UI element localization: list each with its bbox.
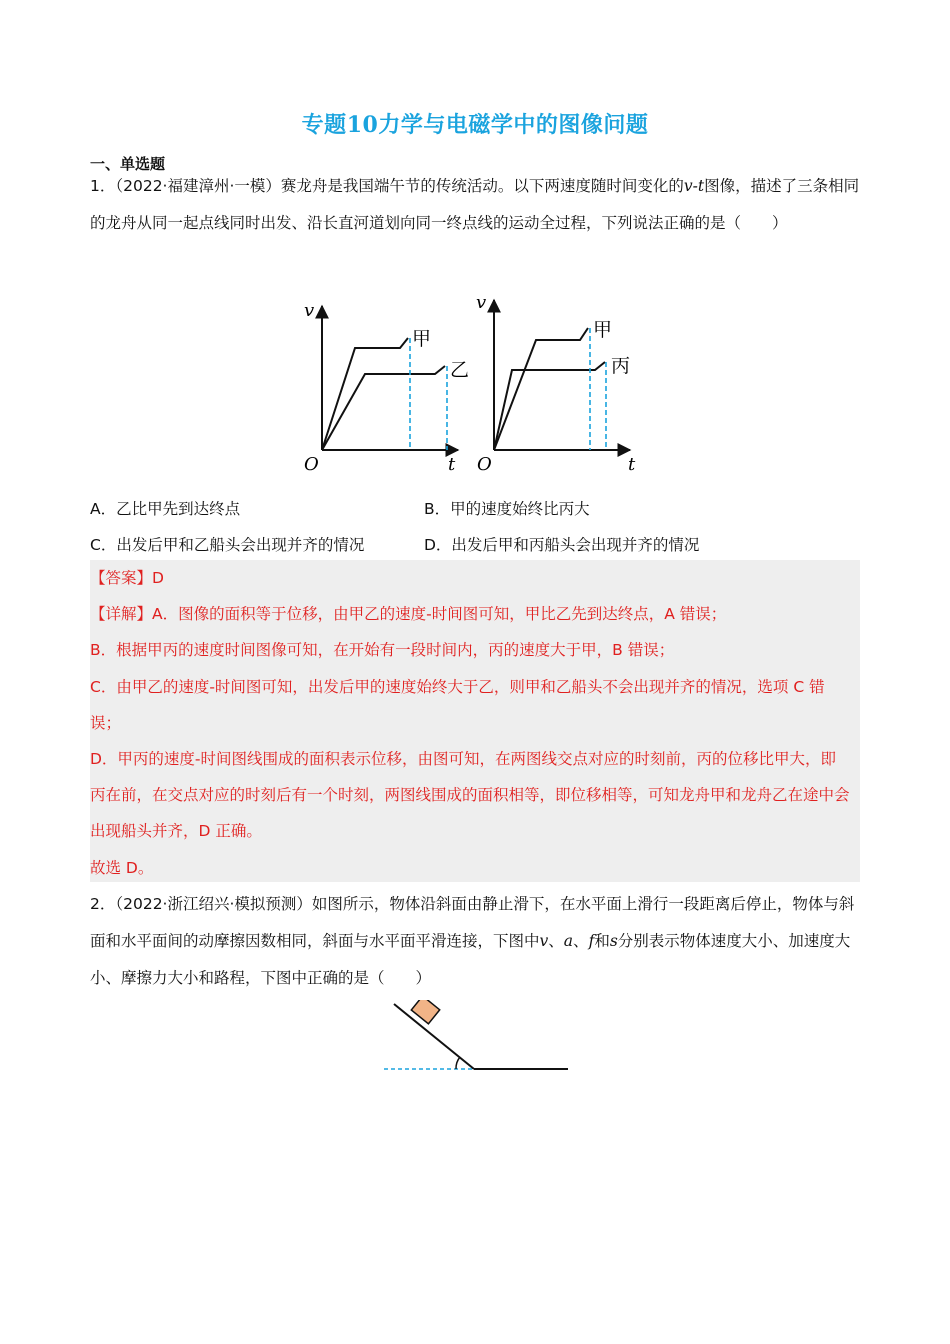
incline-figure: [380, 1000, 580, 1080]
option-c[interactable]: C．出发后甲和乙船头会出现并齐的情况: [90, 536, 365, 554]
left-t-label: t: [448, 454, 456, 475]
detail-a: 【详解】A．图像的面积等于位移，由甲乙的速度-时间图可知，甲比乙先到达终点，A 错误；: [90, 605, 727, 624]
page-title: 专题10力学与电磁学中的图像问题: [301, 112, 649, 138]
left-curve-yi: [322, 366, 445, 450]
answer-explanation: [90, 560, 850, 886]
option-b[interactable]: B．甲的速度始终比丙大: [424, 500, 590, 518]
answer-line: 【答案】D: [90, 569, 164, 587]
vt-graphs-figure: [290, 288, 660, 478]
question-1-stem: 1．（2022·福建漳州·一模）赛龙舟是我国端午节的传统活动。以下两速度随时间变化的v-t图像，描述了三条相同的龙舟从同一起点线同时出发、沿长直河道划向同一终点线的运动全过程，下列说法正确的是（ ）: [90, 177, 860, 232]
final-choice: 故选 D。: [90, 858, 154, 877]
question-2-stem: 2．（2022·浙江绍兴·模拟预测）如图所示，物体沿斜面由静止滑下，在水平面上滑行一段距离后停止，物体与斜面和水平面间的动摩擦因数相同，斜面与水平面平滑连接，下图中v、a、f和s分别表示物体速度大小、加速度大小、摩擦力大小和路程，下图中正确的是（ ）: [90, 895, 855, 987]
section-heading: 一、单选题: [90, 155, 166, 173]
detail-d: D．甲丙的速度-时间图线围成的面积表示位移，由图可知，在两图线交点对应的时刻前，丙的位移比甲大，即丙在前，在交点对应的时刻后有一个时刻，两图线围成的面积相等，即位移相等，可知龙舟甲和龙舟乙在途中会出现船头并齐，D 正确。: [90, 750, 850, 841]
left-v-label: v: [304, 300, 315, 321]
angle-arc: [456, 1057, 460, 1069]
vt-graph-right: [476, 292, 636, 475]
option-d[interactable]: D．出发后甲和丙船头会出现并齐的情况: [424, 536, 700, 554]
option-a[interactable]: A．乙比甲先到达终点: [90, 500, 241, 518]
right-t-label: t: [628, 454, 636, 475]
left-curve-jia: [322, 338, 408, 450]
right-jia-label: 甲: [593, 319, 613, 341]
left-o-label: O: [304, 454, 319, 475]
detail-c: C．由甲乙的速度-时间图可知，出发后甲的速度始终大于乙，则甲和乙船头不会出现并齐的情况，选项 C 错误；: [90, 677, 825, 732]
vt-graph-left: [304, 300, 469, 475]
left-yi-label: 乙: [450, 359, 470, 381]
right-v-label: v: [476, 292, 487, 313]
right-o-label: O: [477, 454, 492, 475]
detail-b: B．根据甲丙的速度时间图像可知，在开始有一段时间内，丙的速度大于甲，B 错误；: [90, 641, 675, 660]
left-jia-label: 甲: [412, 328, 432, 350]
right-bing-label: 丙: [611, 355, 631, 377]
